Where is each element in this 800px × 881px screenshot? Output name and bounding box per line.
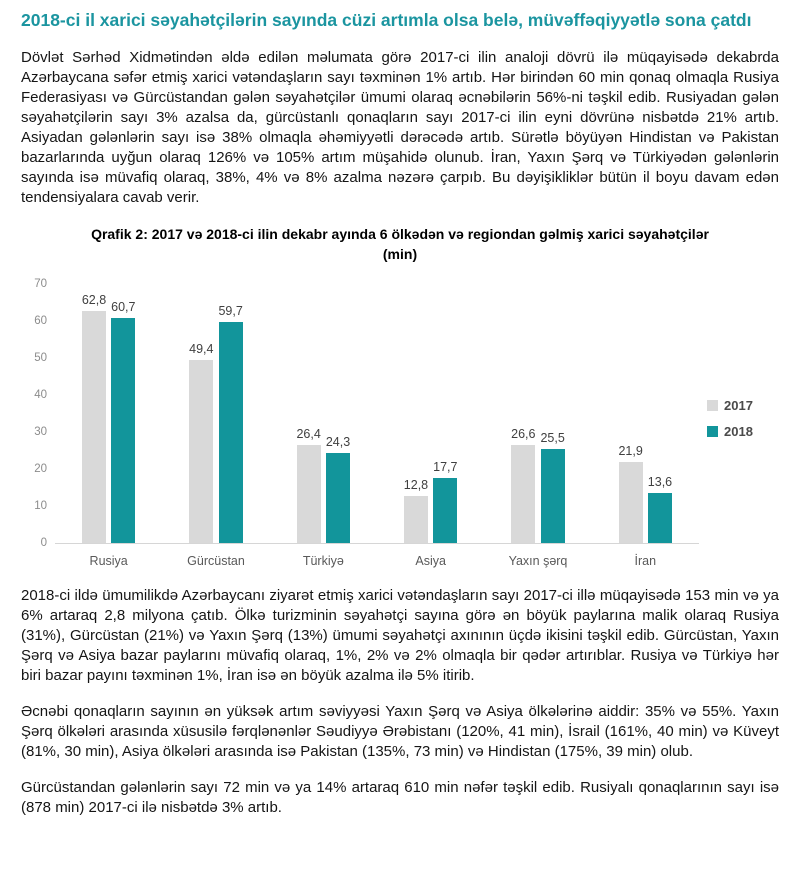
bar-group-Rusiya [55,284,162,543]
bar-2017-Rusiya [82,311,106,543]
category-label-İran: İran [634,554,657,568]
bar-column [648,475,672,543]
y-axis-tick-20: 20 [34,463,47,475]
bar-2018-Gürcüstan [219,322,243,543]
bar-column [404,478,428,543]
bar-group-Asiya [377,284,484,543]
y-axis-tick-70: 70 [34,278,47,290]
bar-2017-Türkiyə [297,445,321,543]
bar-data-label: 26,4 [296,427,321,441]
chart-legend [699,284,779,450]
chart-y-axis [21,278,55,549]
y-axis-tick-0: 0 [40,537,47,549]
legend-swatch-icon [707,400,718,411]
bar-group-İran [592,284,699,543]
bar-column [618,444,642,543]
y-axis-tick-30: 30 [34,426,47,438]
category-label-Yaxın şərq: Yaxın şərq [508,554,568,568]
bar-data-label: 60,7 [111,300,136,314]
legend-swatch-icon [707,426,718,437]
bar-column [511,427,535,543]
bar-data-label: 62,8 [81,293,107,307]
bar-data-label: 25,5 [540,431,565,445]
bar-2018-Türkiyə [326,453,350,543]
bar-group-Yaxın şərq [484,284,591,543]
y-axis-tick-40: 40 [34,389,47,401]
y-axis-tick-60: 60 [34,315,47,327]
bar-data-label: 13,6 [647,475,673,489]
bar-column [111,300,135,543]
legend-item-2017 [707,398,779,413]
bar-column [189,342,213,543]
chart-figure [21,224,779,568]
bar-column [296,427,320,543]
category-label-Gürcüstan: Gürcüstan [187,554,245,568]
bar-data-label: 59,7 [218,304,243,318]
bar-group-Gürcüstan [162,284,269,543]
bar-data-label: 49,4 [189,342,214,356]
bar-2018-Asiya [433,478,457,543]
category-label-Türkiyə: Türkiyə [302,554,344,568]
legend-label: 2017 [724,398,753,413]
paragraph-growth-countries: Əcnəbi qonaqların sayının ən yüksək artım səviyyəsi Yaxın Şərq və Asiya ölkələrinə aiddir: 35% və 55%. Yaxın Şərq ölkələri arasında xüsusilə fərqlənənlər Səudiyyə Ərəbistanı (120%, 41 min), İsrail (161%, 40 min) və Küveyt (81%, 30 min), Asiya ölkələri arasında isə Pakistan (135%, 73 min) və Hindistan (175%, 39 min) olub. [21,703,779,760]
category-label-Asiya: Asiya [415,554,446,568]
bar-group-Türkiyə [270,284,377,543]
bar-2017-Gürcüstan [189,360,213,543]
bar-data-label: 26,6 [511,427,536,441]
bar-2018-Rusiya [111,318,135,543]
paragraph-yearly-summary: 2018-ci ildə ümumilikdə Azərbaycanı ziyarət etmiş xarici vətəndaşların sayı 2017-ci illə müqayisədə 153 min və ya 6% artaraq 2,8 milyona çatıb. Ölkə turizminin səyahətçi sayına görə ən böyük paylarına malik olaraq Rusiya (31%), Gürcüstan (21%) və Yaxın Şərq (13%) ümumi səyahətçi axınının üçdə ikisini təşkil edib. Gürcüstan, Yaxın Şərq və Asiya bazar paylarını müvafiq olaraq, 1%, 2% və 2% olmaqla bir qədər artırıblar. Rusiya və Türkiyə hər biri bazar payını təxminən 1%, İran isə ən böyük azalma ilə 5% itirib. [21,587,779,684]
bar-column [540,431,564,543]
chart-category-axis [55,544,699,568]
chart-plot [55,284,699,544]
paragraph-intro: Dövlət Sərhəd Xidmətindən əldə edilən məlumata görə 2017-ci ilin analoji dövrü ilə müqayisədə dekabrda Azərbaycana səfər etmiş xarici vətəndaşların sayı təxminən 1% artıb. Hər birindən 60 min qonaq olmaqla Rusiya Federasiyası və Gürcüstandan gələn səyahətçilər ümumi olaraq əcnəbilərin 56%-ni təşkil edib. Rusiyadan gələn səyahətçilərin sayı 3% azalsa da, gürcüstanlı qonaqların sayı 2017-ci ilin eyni dövrünə nisbətdə 21% artıb. Asiyadan gələnlərin sayı isə 38% olmaqla əhəmiyyətli dərəcədə artıb. Sürətlə böyüyən Hindistan və Pakistan bazarlarında uyğun olaraq 126% və 105% artım müşahidə olunub. İran, Yaxın Şərq və Türkiyədən gələnlərin sayında isə müvafiq olaraq, 38%, 4% və 8% azalma nəzərə çarpıb. Bu dəyişikliklər bütün il boyu davam edən tendensiyalara cavab verir. [21,49,779,206]
bar-data-label: 17,7 [433,460,458,474]
bar-column [433,460,457,543]
y-axis-tick-50: 50 [34,352,47,364]
bar-2017-Yaxın şərq [511,445,535,543]
legend-label: 2018 [724,424,753,439]
bar-2017-Asiya [404,496,428,543]
page-title: 2018-ci il xarici səyahətçilərin sayında cüzi artımla olsa belə, müvəffəqiyyətlə sona çatdı [21,10,752,30]
bar-data-label: 21,9 [618,444,643,458]
bar-column [326,435,350,543]
chart-plot-column [55,284,699,568]
bar-2017-İran [619,462,643,543]
y-axis-tick-10: 10 [34,500,47,512]
category-label-Rusiya: Rusiya [89,554,128,568]
bar-column [218,304,242,543]
bar-2018-Yaxın şərq [541,449,565,543]
bar-2018-İran [648,493,672,543]
legend-item-2018 [707,424,779,439]
bar-column [82,293,106,543]
chart-area [21,278,779,568]
paragraph-georgia-russia: Gürcüstandan gələnlərin sayı 72 min və ya 14% artaraq 610 min nəfər təşkil edib. Rusiyalı qonaqlarının sayı isə (878 min) 2017-ci ilə nisbətdə 3% artıb. [21,779,779,816]
chart-title: Qrafik 2: 2017 və 2018-ci ilin dekabr ayında 6 ölkədən və regiondan gəlmiş xarici səyahətçilər (min) [91,226,709,262]
bar-data-label: 24,3 [325,435,351,449]
bar-data-label: 12,8 [403,478,429,492]
